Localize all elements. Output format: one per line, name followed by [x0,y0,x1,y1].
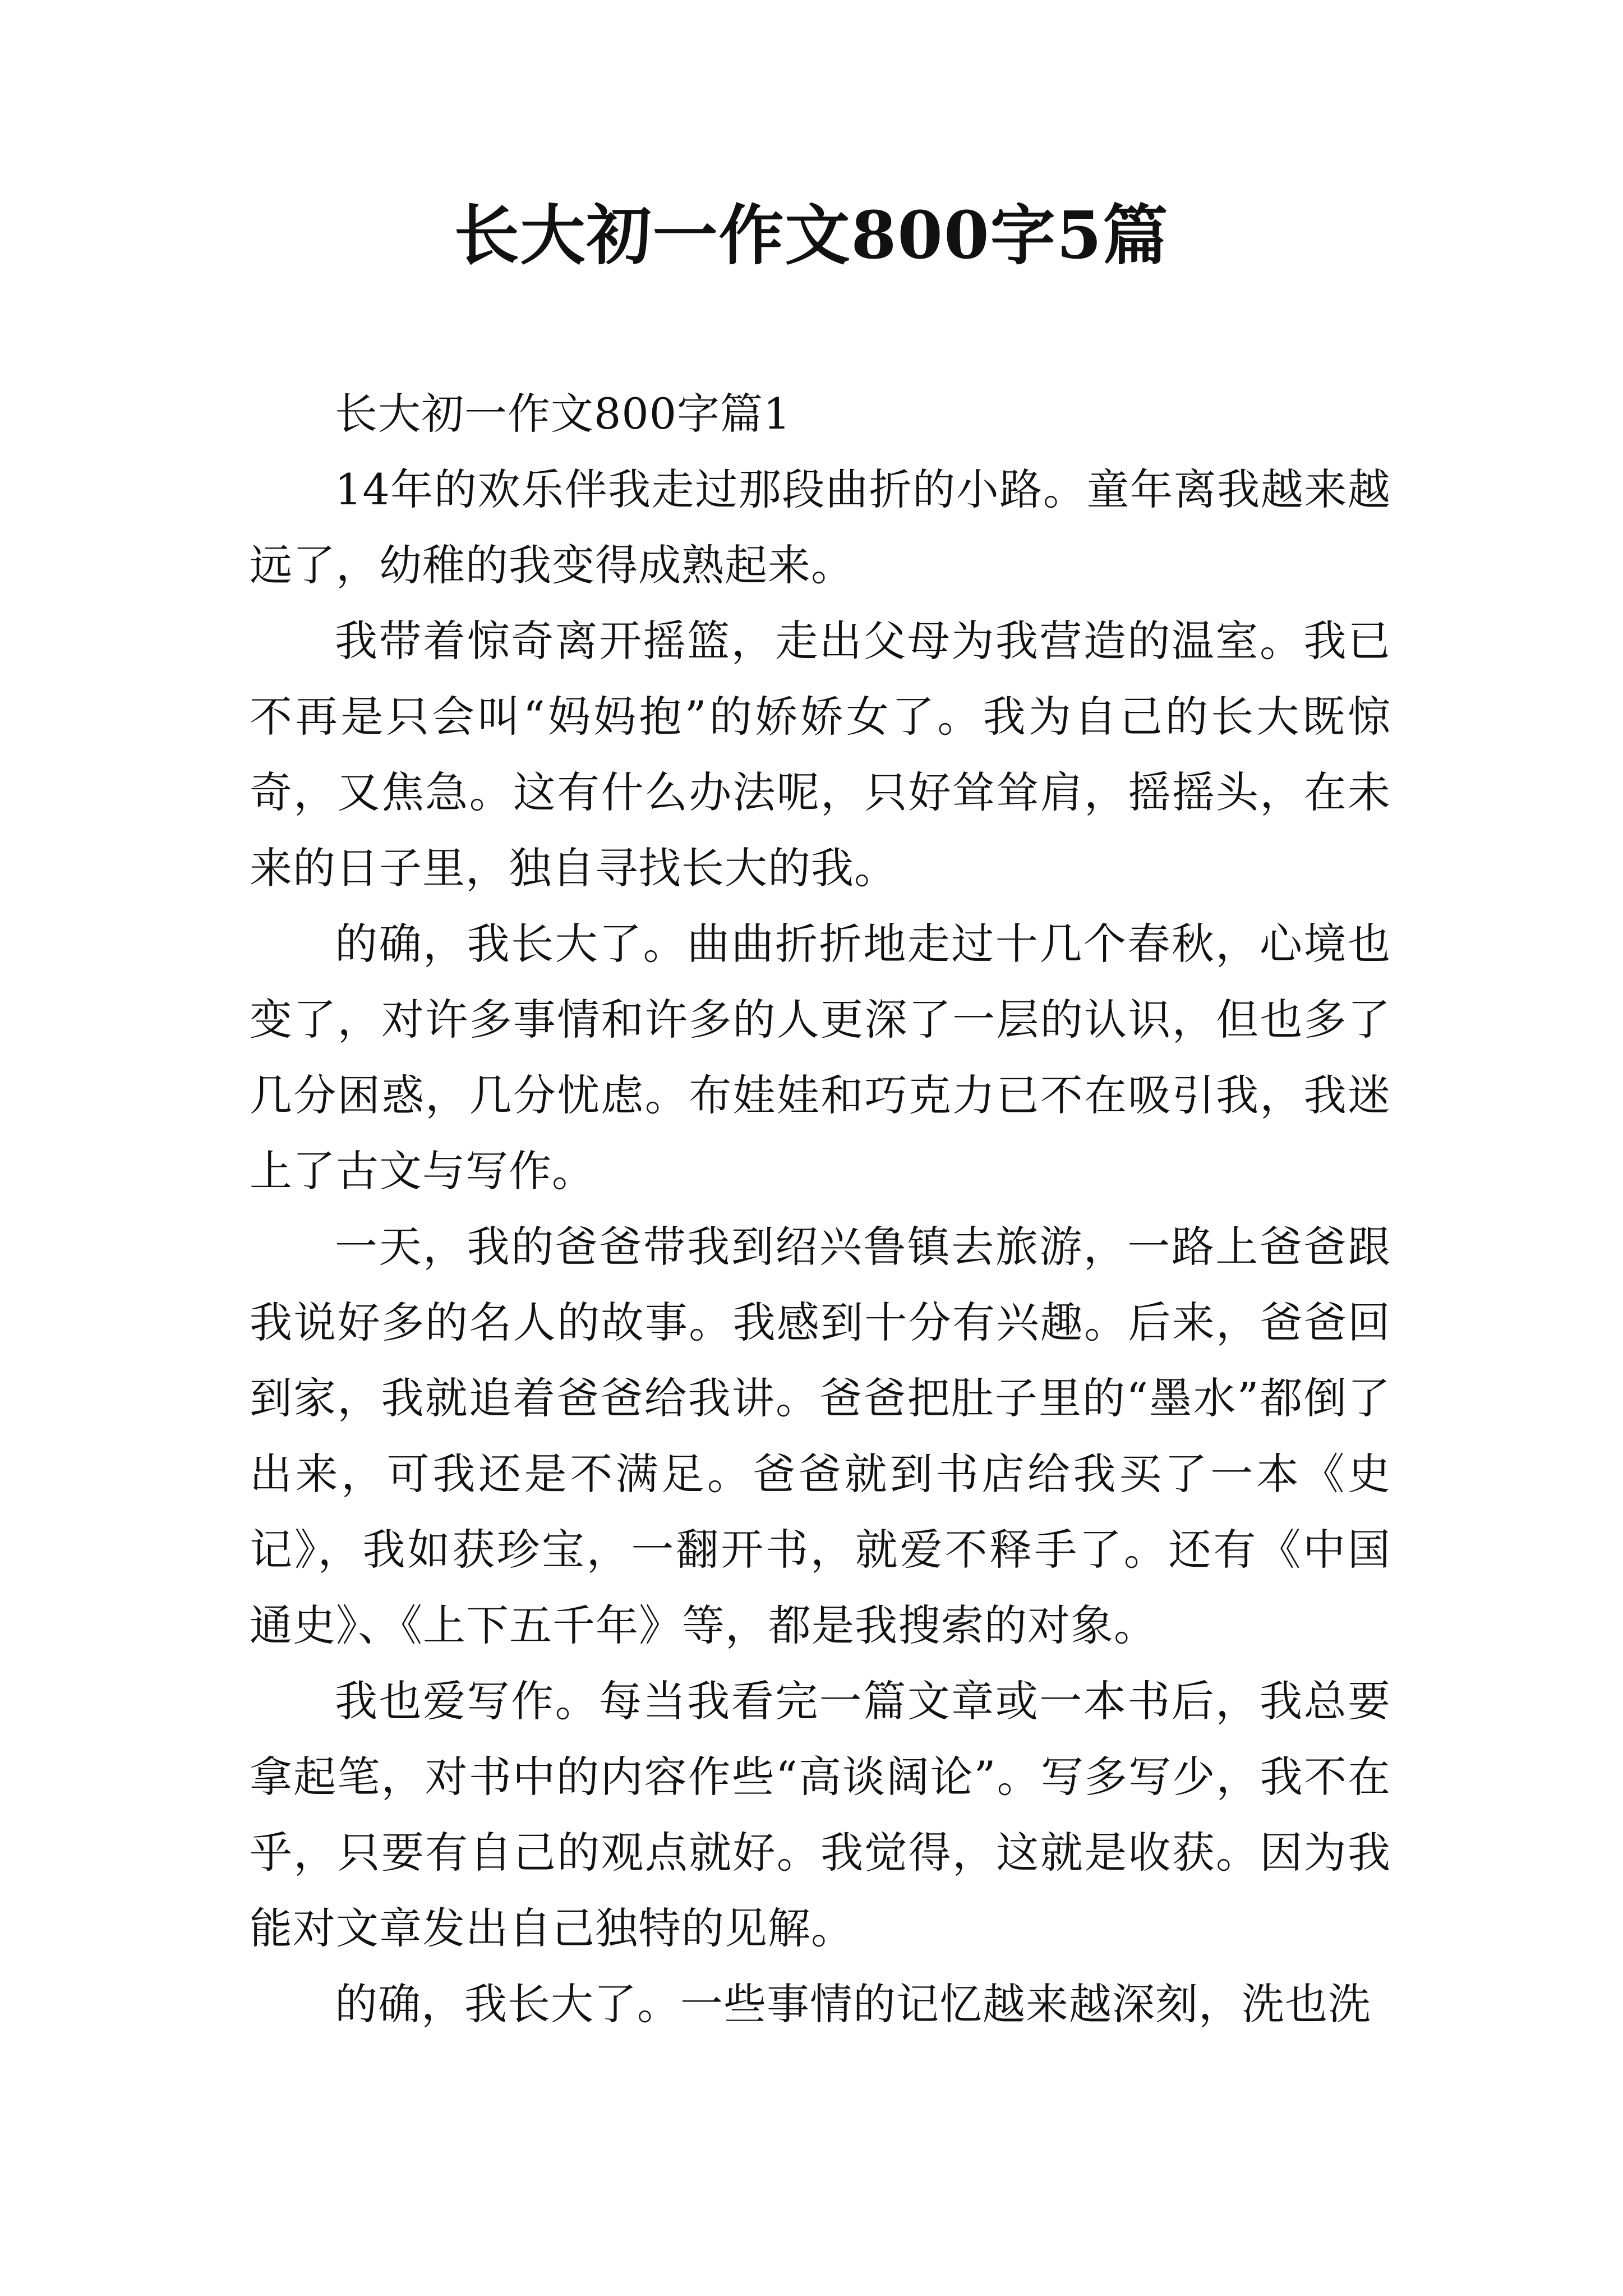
paragraph: 我带着惊奇离开摇篮，走出父母为我营造的温室。我已不再是只会叫“妈妈抱”的娇娇女了。我为自己的长大既惊奇，又焦急。这有什么办法呢，只好耸耸肩，摇摇头，在未来的日子里，独自寻找长大的我。 [250,616,1391,893]
paragraph: 14年的欢乐伴我走过那段曲折的小路。童年离我越来越远了，幼稚的我变得成熟起来。 [250,464,1391,590]
paragraph: 一天，我的爸爸带我到绍兴鲁镇去旅游，一路上爸爸跟我说好多的名人的故事。我感到十分有兴趣。后来，爸爸回到家，我就追着爸爸给我讲。爸爸把肚子里的“墨水”都倒了出来，可我还是不满足。爸爸就到书店给我买了一本《史记》，我如获珍宝，一翻开书，就爱不释手了。还有《中国通史》、《上下五千年》等，都是我搜索的对象。 [250,1222,1391,1650]
paragraph: 的确，我长大了。曲曲折折地走过十几个春秋，心境也变了，对许多事情和许多的人更深了一层的认识，但也多了几分困惑，几分忧虑。布娃娃和巧克力已不在吸引我，我迷上了古文与写作。 [250,919,1391,1196]
section-heading: 长大初一作文800字篇1 [335,389,791,439]
paragraph: 的确，我长大了。一些事情的记忆越来越深刻，洗也洗 [335,1979,1371,2029]
document-title: 长大初一作文800字5篇 [454,197,1169,274]
document-body [250,376,1391,2042]
paragraph: 我也爱写作。每当我看完一篇文章或一本书后，我总要拿起笔，对书中的内容作些“高谈阔论”。写多写少，我不在乎，只要有自己的观点就好。我觉得，这就是收获。因为我能对文章发出自己独特的见解。 [250,1676,1391,1953]
